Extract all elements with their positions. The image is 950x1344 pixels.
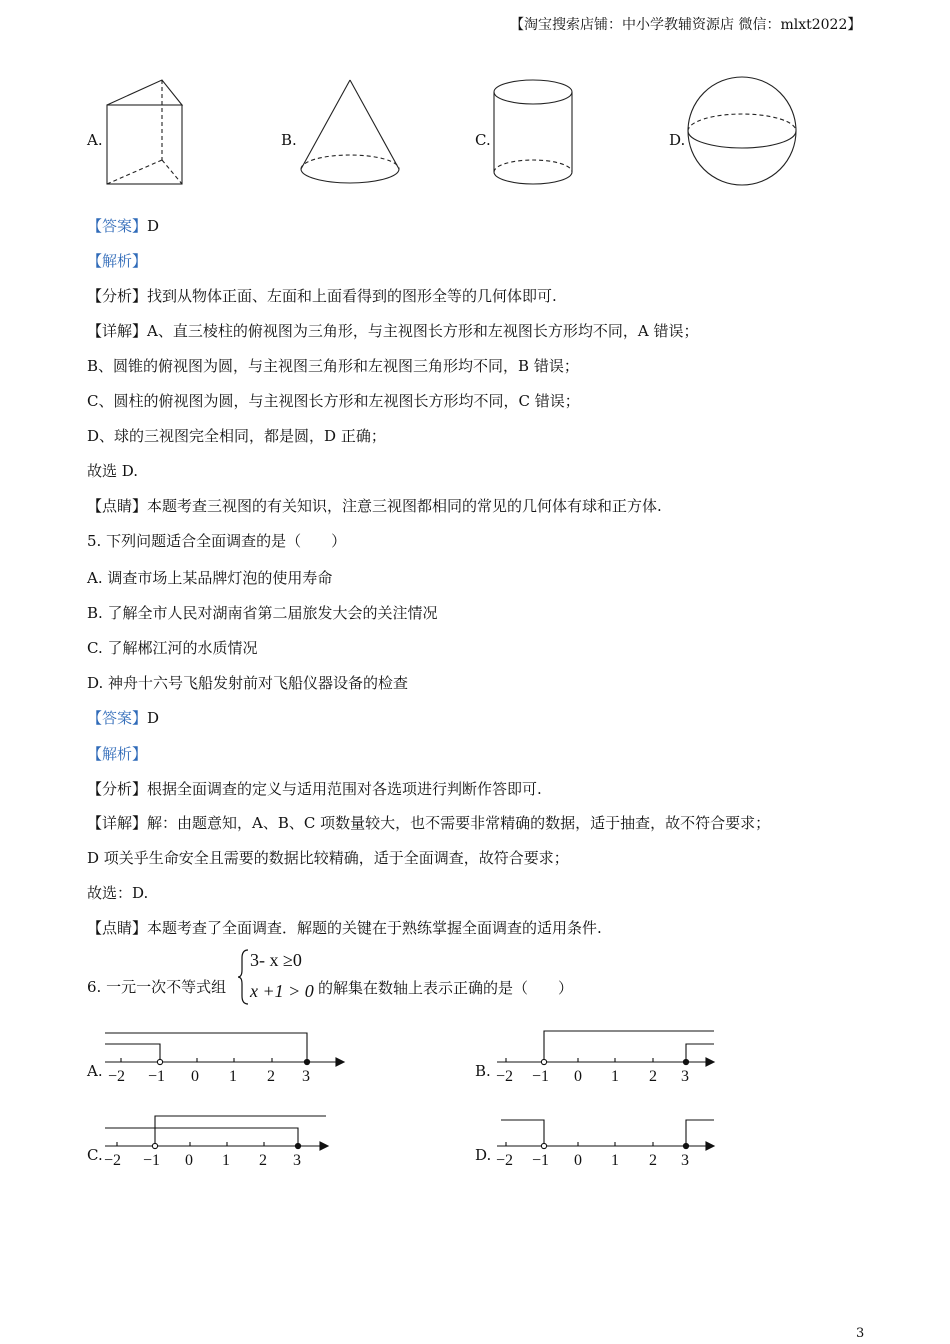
q5-option-b: B. 了解全市人民对湖南省第二届旅发大会的关注情况: [87, 604, 438, 622]
q4-option-c-label: C.: [475, 131, 491, 149]
inequality-2: x +1 > 0: [250, 981, 314, 1001]
xiangjie-tag: 【详解】: [87, 814, 148, 832]
q6-option-b-label: B.: [475, 1062, 491, 1080]
tick-label: 2: [267, 1068, 275, 1085]
q5-xiangjie: [87, 813, 770, 833]
q4-fenxi: [87, 286, 557, 306]
q4-option-d-label: D.: [669, 131, 686, 149]
q5-option-d: D. 神舟十六号飞船发射前对飞船仪器设备的检查: [87, 674, 409, 692]
tick-label: 3: [293, 1152, 301, 1169]
tick-label: −1: [532, 1068, 550, 1085]
q4-xiangjie: [87, 321, 698, 341]
tick-label: 3: [681, 1068, 689, 1085]
q4-dianjing: [87, 496, 662, 516]
cylinder-figure: [490, 75, 580, 190]
fenxi-text: 根据全面调查的定义与适用范围对各选项进行判断作答即可.: [147, 780, 542, 798]
tick-label: 0: [191, 1068, 199, 1085]
answer-value: D: [147, 709, 160, 727]
tick-label: 1: [229, 1068, 237, 1085]
tick-label: 3: [681, 1152, 689, 1169]
tick-label: −1: [143, 1152, 161, 1169]
cone-figure: [298, 75, 408, 190]
tick-label: −1: [148, 1068, 166, 1085]
q6-stem-before: 6. 一元一次不等式组: [87, 978, 227, 996]
q6-option-a-label: A.: [87, 1062, 103, 1080]
page-header: 【淘宝搜索店铺：中小学教辅资源店 微信：mlxt2022】: [510, 17, 862, 33]
q5-fenxi: [87, 779, 542, 799]
tick-label: −1: [532, 1152, 550, 1169]
inequality-1: 3- x ≥0: [250, 950, 302, 970]
q4-option-a-label: A.: [87, 131, 103, 149]
q4-detail-line: B、圆锥的俯视图为圆，与主视图三角形和左视图三角形均不同，B 错误；: [87, 357, 579, 375]
q4-detail-line: C、圆柱的俯视图为圆，与主视图长方形和左视图长方形均不同，C 错误；: [87, 392, 580, 410]
q4-analysis-tag: 【解析】: [87, 252, 148, 270]
q6-stem-after: 的解集在数轴上表示正确的是（ ）: [318, 979, 574, 997]
xiangjie-text: 解：由题意知，A、B、C 项数量较大，也不需要非常精确的数据，适于抽查，故不符合要求；: [147, 814, 771, 832]
tick-label: 2: [649, 1068, 657, 1085]
tick-label: 0: [574, 1068, 582, 1085]
q5-option-c: C. 了解郴江河的水质情况: [87, 639, 258, 657]
sphere-figure: [685, 75, 800, 190]
tick-label: −2: [108, 1068, 126, 1085]
tick-label: 2: [259, 1152, 267, 1169]
q6-option-d-label: D.: [475, 1146, 492, 1164]
tick-label: 2: [649, 1152, 657, 1169]
dianjing-tag: 【点睛】: [87, 919, 148, 937]
q5-detail-line: D 项关乎生命安全且需要的数据比较精确，适于全面调查，故符合要求；: [87, 849, 569, 867]
number-line-d: [492, 1109, 732, 1174]
fenxi-tag: 【分析】: [87, 287, 148, 305]
xiangjie-text: A、直三棱柱的俯视图为三角形，与主视图长方形和左视图长方形均不同，A 错误；: [147, 322, 699, 340]
q5-detail-line: 故选：D.: [87, 884, 149, 902]
tick-label: −2: [496, 1152, 514, 1169]
tick-label: 0: [574, 1152, 582, 1169]
answer-tag: 【答案】: [87, 217, 148, 235]
tick-label: 3: [302, 1068, 310, 1085]
q6-option-c-label: C.: [87, 1146, 103, 1164]
dianjing-tag: 【点睛】: [87, 497, 148, 515]
dianjing-text: 本题考查三视图的有关知识，注意三视图都相同的常见的几何体有球和正方体.: [147, 497, 662, 515]
q5-stem: 5. 下列问题适合全面调查的是（ ）: [87, 532, 347, 550]
q4-detail-line: D、球的三视图完全相同，都是圆，D 正确；: [87, 427, 386, 445]
q5-option-a: A. 调查市场上某品牌灯泡的使用寿命: [87, 569, 333, 587]
tick-label: 1: [222, 1152, 230, 1169]
tick-label: 1: [611, 1152, 619, 1169]
triangular-prism-figure: [100, 75, 190, 190]
dianjing-text: 本题考查了全面调查．解题的关键在于熟练掌握全面调查的适用条件.: [147, 919, 602, 937]
tick-label: 1: [611, 1068, 619, 1085]
answer-value: D: [147, 217, 160, 235]
tick-label: −2: [104, 1152, 122, 1169]
q5-analysis-tag: 【解析】: [87, 745, 148, 763]
q5-answer: [87, 708, 159, 728]
q4-detail-line: 故选 D.: [87, 462, 139, 480]
number-line-a: [100, 1025, 350, 1090]
tick-label: 0: [185, 1152, 193, 1169]
fenxi-text: 找到从物体正面、左面和上面看得到的图形全等的几何体即可.: [147, 287, 557, 305]
q4-answer: [87, 216, 159, 236]
number-line-b: [492, 1025, 732, 1090]
xiangjie-tag: 【详解】: [87, 322, 148, 340]
tick-label: −2: [496, 1068, 514, 1085]
q5-dianjing: [87, 918, 602, 938]
q4-option-b-label: B.: [281, 131, 297, 149]
page-number: 3: [856, 1326, 865, 1341]
system-brace: [238, 948, 250, 1006]
number-line-c: [100, 1109, 340, 1174]
answer-tag: 【答案】: [87, 709, 148, 727]
fenxi-tag: 【分析】: [87, 780, 148, 798]
